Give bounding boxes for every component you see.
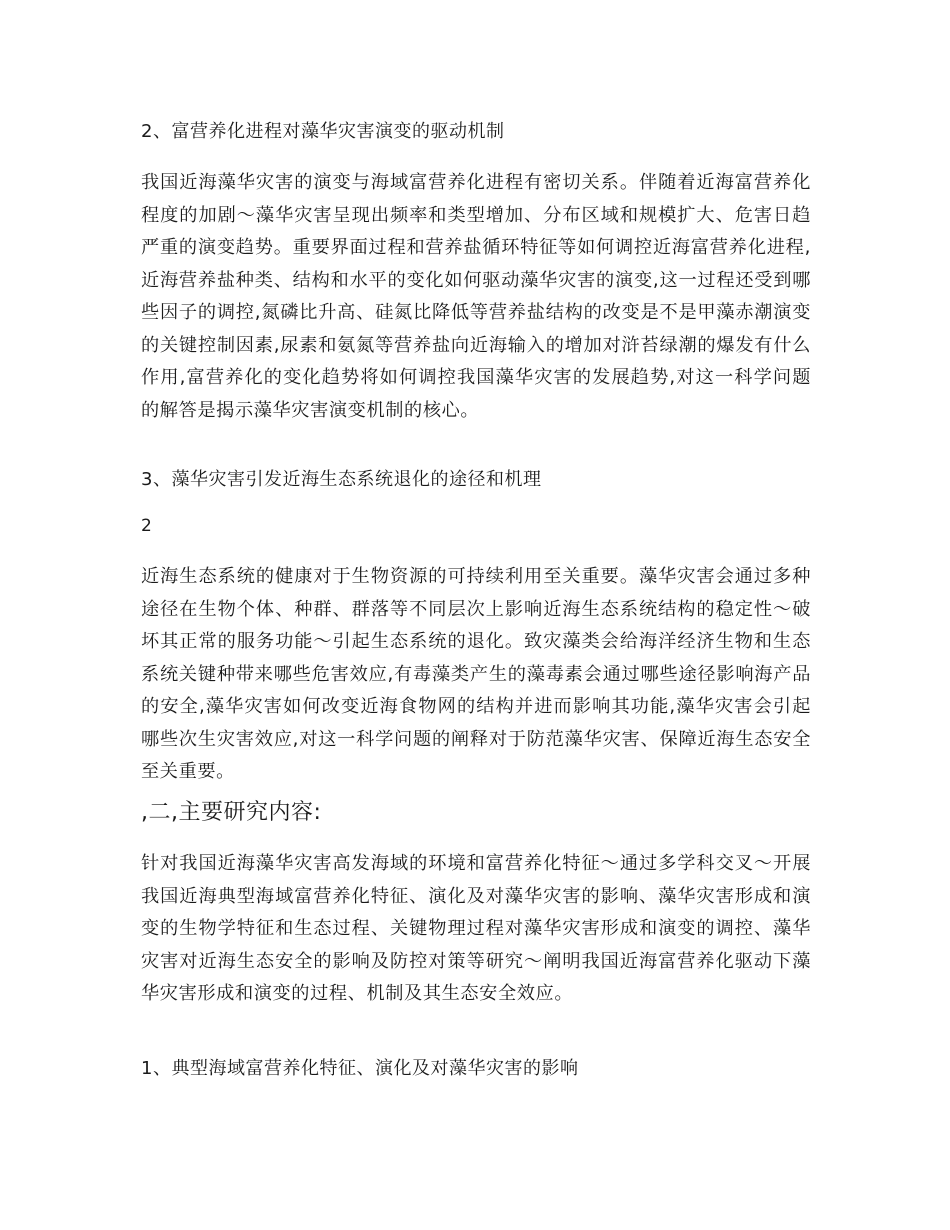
section-title-main-research: ,二,主要研究内容: bbox=[141, 800, 322, 825]
subsection-heading-2: 2、富营养化进程对藻华灾害演变的驱动机制 bbox=[141, 121, 505, 142]
paragraph-ecosystem-degradation: 近海生态系统的健康对于生物资源的可持续利用至关重要。藻华灾害会通过多种途径在生物个体、种群、群落等不同层次上影响近海生态系统结构的稳定性～破坏其正常的服务功能～引起生态系统的退化。致灾藻类会给海洋经济生物和生态系统关键种带来哪些危害效应,有毒藻类产生的藻毒素会通过哪些途径影响海产品的安全,藻华灾害如何改变近海食物网的结构并进而影响其功能,藻华灾害会引起哪些次生灾害效应,对这一科学问题的阐释对于防范藻华灾害、保障近海生态安全至关重要。 bbox=[141, 566, 811, 782]
subsection-heading-1: 1、典型海域富营养化特征、演化及对藻华灾害的影响 bbox=[141, 1058, 579, 1079]
subsection-heading-3: 3、藻华灾害引发近海生态系统退化的途径和机理 bbox=[141, 469, 542, 490]
page-number: 2 bbox=[141, 516, 152, 536]
paragraph-eutrophication-drivers: 我国近海藻华灾害的演变与海域富营养化进程有密切关系。伴随着近海富营养化程度的加剧～藻华灾害呈现出频率和类型增加、分布区域和规模扩大、危害日趋严重的演变趋势。重要界面过程和营养盐循环特征等如何调控近海富营养化进程,近海营养盐种类、结构和水平的变化如何驱动藻华灾害的演变,这一过程还受到哪些因子的调控,氮磷比升高、硅氮比降低等营养盐结构的改变是不是甲藻赤潮演变的关键控制因素,尿素和氨氮等营养盐向近海输入的增加对浒苔绿潮的爆发有什么作用,富营养化的变化趋势将如何调控我国藻华灾害的发展趋势,对这一科学问题的解答是揭示藻华灾害演变机制的核心。 bbox=[141, 172, 811, 421]
paragraph-research-content: 针对我国近海藻华灾害高发海域的环境和富营养化特征～通过多学科交叉～开展我国近海典型海域富营养化特征、演化及对藻华灾害的影响、藻华灾害形成和演变的生物学特征和生态过程、关键物理过程对藻华灾害形成和演变的调控、藻华灾害对近海生态安全的影响及防控对策等研究～阐明我国近海富营养化驱动下藻华灾害形成和演变的过程、机制及其生态安全效应。 bbox=[141, 853, 811, 1004]
